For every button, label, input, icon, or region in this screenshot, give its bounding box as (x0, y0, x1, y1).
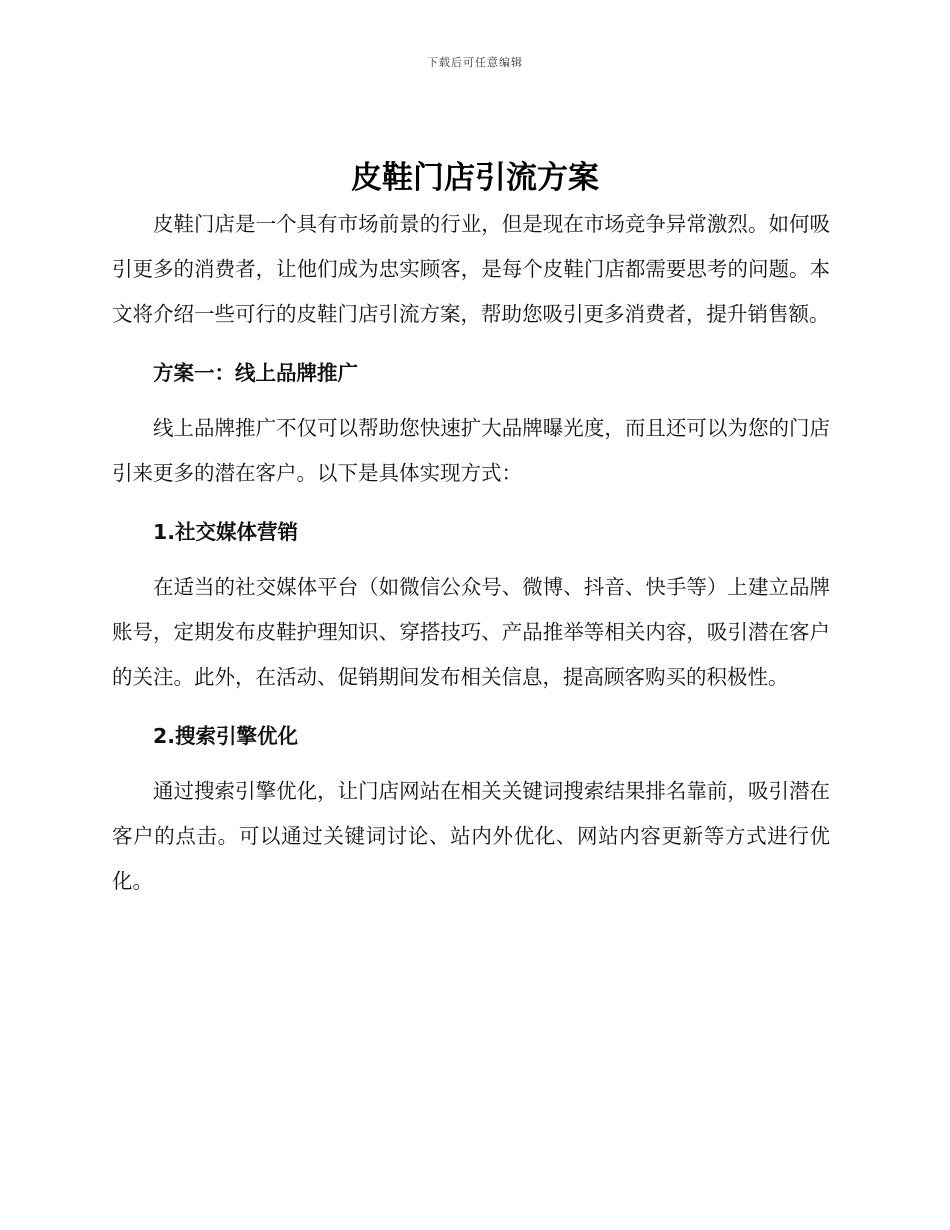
spacer (112, 700, 830, 714)
document-title: 皮鞋门店引流方案 (351, 160, 599, 196)
item1-paragraph: 在适当的社交媒体平台（如微信公众号、微博、抖音、快手等）上建立品牌账号，定期发布皮鞋护理知识、穿搭技巧、产品推举等相关内容，吸引潜在客户的关注。此外，在活动、促销期间发布相关信息，提高顾客购买的积极性。 (112, 575, 830, 689)
plan1-heading: 方案一：线上品牌推广 (153, 361, 358, 385)
document-body (112, 202, 830, 904)
plan1-paragraph: 线上品牌推广不仅可以帮助您快速扩大品牌曝光度，而且还可以为您的门店引来更多的潜在客户。以下是具体实现方式： (112, 416, 830, 485)
spacer (112, 396, 830, 406)
spacer (112, 337, 830, 351)
item2-heading: 2.搜索引擎优化 (153, 724, 299, 748)
intro-paragraph: 皮鞋门店是一个具有市场前景的行业，但是现在市场竞争异常激烈。如何吸引更多的消费者，让他们成为忠实顾客，是每个皮鞋门店都需要思考的问题。本文将介绍一些可行的皮鞋门店引流方案，帮助您吸引更多消费者，提升销售额。 (112, 212, 830, 326)
spacer (112, 555, 830, 565)
spacer (112, 759, 830, 769)
item2-paragraph: 通过搜索引擎优化，让门店网站在相关关键词搜索结果排名靠前，吸引潜在客户的点击。可以通过关键词讨论、站内外优化、网站内容更新等方式进行优化。 (112, 779, 830, 893)
item1-heading: 1.社交媒体营销 (153, 520, 299, 544)
page-header-note: 下载后可任意编辑 (427, 56, 523, 69)
spacer (112, 496, 830, 510)
